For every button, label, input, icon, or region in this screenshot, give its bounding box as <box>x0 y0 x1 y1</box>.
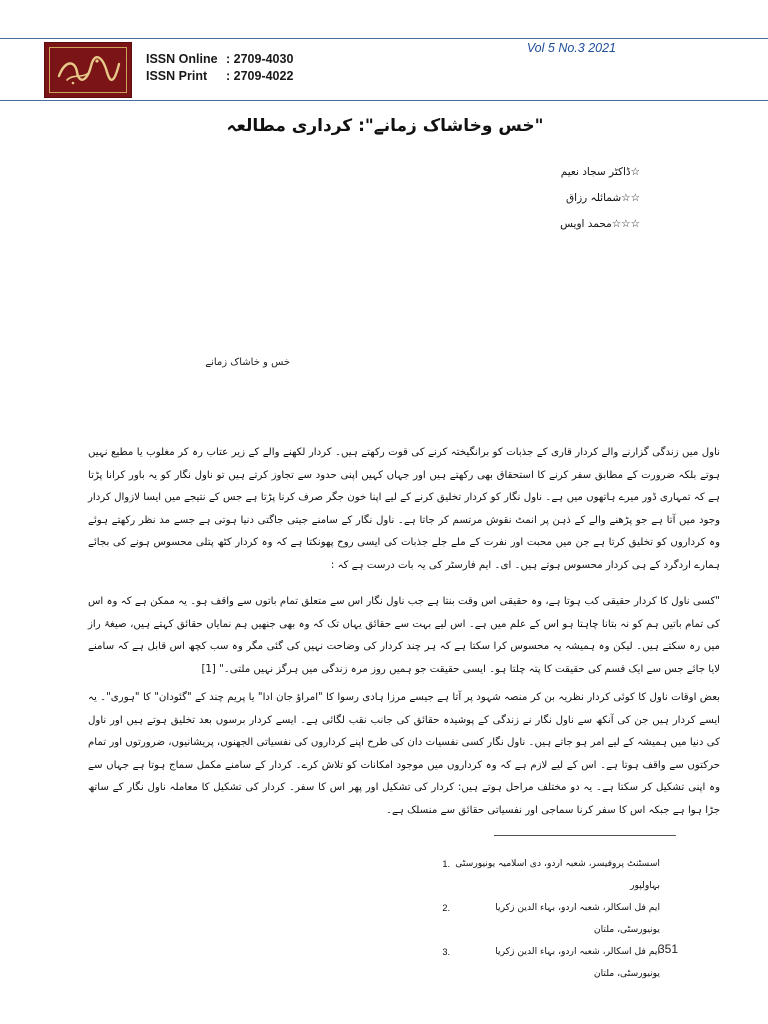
article-subtitle: خس و خاشاک زمانے <box>205 357 290 368</box>
issn-print-value: : 2709-4022 <box>226 69 294 83</box>
author-3: ☆☆☆محمد اویس <box>560 218 640 230</box>
issn-print-row <box>146 68 293 85</box>
body-paragraph-2: بعض اوقات ناول کا کوئی کردار نظریہ بن کر منصہ شہود پر آتا ہے جیسے مرزا ہادی رسوا کا "امراؤ جان ادا" یا پریم چند کے "گئودان" کا "ہوری"۔ یہ ایسے کردار ہیں جن کی آنکھ سے ناول نگار نے زندگی کے پوشیدہ حقائق کی جانب نقب لگائی ہے۔ ایسے کردار برسوں بعد تخلیق ہوتے ہیں اور ناول کی دنیا میں ہمیشہ کے لیے امر ہو جاتے ہیں۔ ناول نگار کسی نفسیات دان کی طرح اپنے کرداروں کی نفسیاتی الجھنوں، پریشانیوں، ضرورتوں اور تمام حرکتوں سے واقف ہوتا ہے۔ اس کے لیے لازم ہے کہ وہ کرداروں میں موجود امکانات کو تلاش کرے۔ کردار کے سامنے مکمل سماج ہوتا ہے جہاں سے وہ اپنی تشکیل کر سکتا ہے۔ یہ دو مختلف مراحل ہوتے ہیں: کردار کی تشکیل اور پھر اس کا سفر۔ کردار کی تشکیل کا معاملہ ناول نگار کے ساتھ جڑا ہوا ہے جبکہ اس کا سفر کرنا سماجی اور نفسیاتی حقائق سے منسلک ہے۔ <box>88 692 720 816</box>
header-bottom-rule <box>0 100 768 101</box>
article-title: "خس وخاشاک زمانے": کرداری مطالعہ <box>226 116 544 136</box>
footnote-item <box>420 897 660 941</box>
footnote-number: 2. <box>442 903 450 913</box>
author-1: ☆ڈاکٹر سجاد نعیم <box>560 166 640 178</box>
author-2: ☆☆شمائلہ رزاق <box>566 192 640 204</box>
issn-online-label: ISSN Online <box>146 52 218 66</box>
footnote-number: 1. <box>442 859 450 869</box>
footnote-text: ایم فل اسکالر، شعبہ اردو، بہاء الدین زکریا یونیورسٹی، ملتان <box>495 946 660 979</box>
volume-label: Vol 5 No.3 2021 <box>526 41 616 55</box>
footnote-text: اسسٹنٹ پروفیسر، شعبہ اردو، دی اسلامیہ یونیورسٹی بہاولپور <box>455 858 660 891</box>
footnote-divider <box>494 835 676 836</box>
footnote-number: 3. <box>442 947 450 957</box>
body-paragraph-1: ناول میں زندگی گزارنے والے کردار قاری کے جذبات کو برانگیختہ کرنے کی قوت رکھتے ہیں۔ کردار لکھنے والے کے زیر عتاب رہ کر مغلوب یا مطیع نہیں ہوتے بلکہ ضرورت کے مطابق سفر کرنے کا استحقاق بھی رکھتے ہیں اور جہاں کہیں اپنی حدود سے تجاوز کرتے ہیں تو ناول نگار کو یہ باور کرانا پڑتا ہے کہ تمہاری ڈور میرے ہاتھوں میں ہے۔ ناول نگار کو کردار تخلیق کرنے کے لیے اپنا خون جگر صرف کرنا پڑتا ہے جس کے نتیجے میں ایسا لازوال کردار وجود میں آتا ہے جو پڑھنے والے کے ذہن پر انمٹ نقوش مرتسم کر جاتا ہے۔ ناول نگار کے سامنے جیتی جاگتی دنیا ہوتی ہے جسے مد نظر رکھتے ہوئے وہ کرداروں کو تخلیق کرتا ہے جن میں محبت اور نفرت کے ملے جلے جذبات کی ایسی روح پھونکتا ہے کہ وہ کردار کٹھ پتلی محسوس ہونے کی بجائے ہمارے اردگرد کے ہی کردار محسوس ہوتے ہیں۔ ای۔ ایم فارسٹر کی یہ بات درست ہے کہ : <box>88 447 720 571</box>
author-list <box>380 159 640 237</box>
footnote-list <box>420 853 660 985</box>
block-quote: "کسی ناول کا کردار حقیقی کب ہوتا ہے، وہ حقیقی اس وقت بنتا ہے جب ناول نگار اس سے متعلق تمام باتوں سے واقف ہو۔ یہ ممکن ہے کہ وہ اس کی تمام باتیں ہم کو نہ بتانا چاہتا ہو اس کے علم میں ہے۔ اس لیے بہت سے حقائق یہاں تک کہ وہ بھی جنھیں ہم نمایاں حقائق کہتے ہیں، صیغۂ راز میں رہ سکتے ہیں۔ لیکن وہ ہمیشہ یہ محسوس کرا سکتا ہے کہ ہر چند کردار کی وضاحت نہیں کی گئی مگر وہ سب کچھ اس قابل ہے کہ سامنے لایا جائے جس سے ایک قسم کی حقیقت کا پتہ چلتا ہو۔ ایسی حقیقت جو ہمیں روز مرہ زندگی میں ہرگز نہیں ملتی۔" [1] <box>88 596 720 675</box>
journal-logo <box>44 42 132 98</box>
issn-print-label: ISSN Print <box>146 69 208 83</box>
footnote-item <box>420 853 660 897</box>
journal-logo-icon <box>49 47 127 93</box>
header-top-rule <box>0 38 768 39</box>
issn-online-row <box>146 51 293 68</box>
footnote-text: ایم فل اسکالر، شعبہ اردو، بہاء الدین زکریا یونیورسٹی، ملتان <box>495 902 660 935</box>
page-number: 351 <box>657 942 678 956</box>
issn-online-value: : 2709-4030 <box>226 52 294 66</box>
issn-block <box>146 51 293 85</box>
footnote-item <box>420 941 660 985</box>
